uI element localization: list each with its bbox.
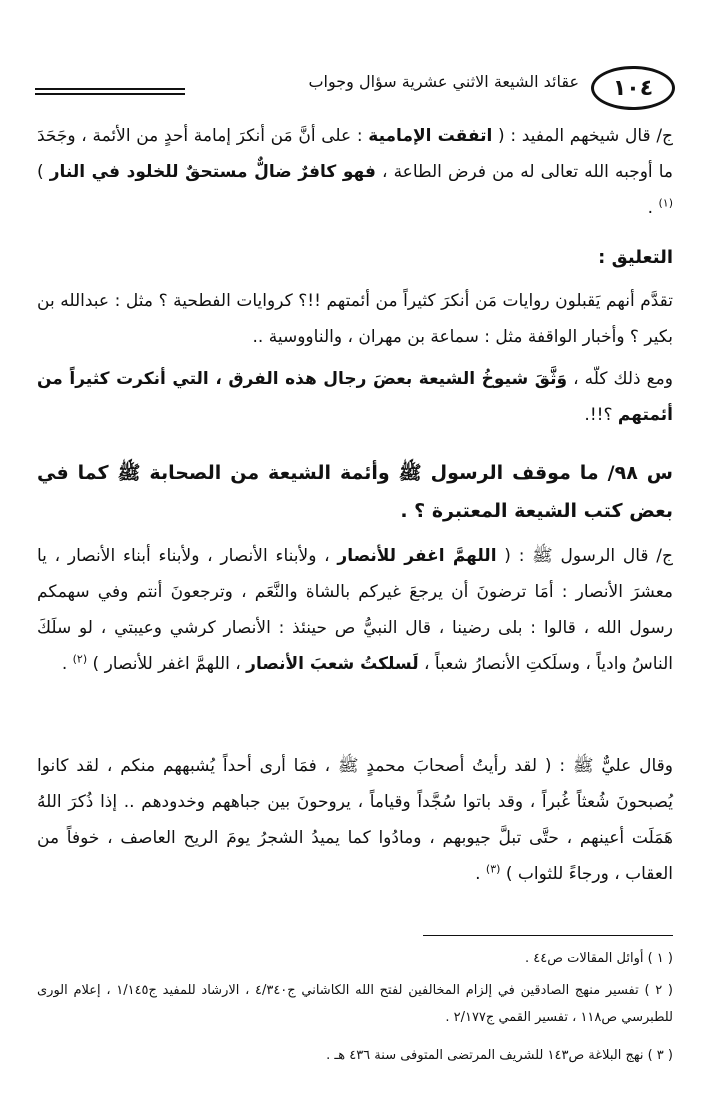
p5-text: وقال عليٌّ ﷺ : ( لقد رأيتُ أصحابَ محمدٍ ﷺ ، فمَا أرى أحداً يُشبههم منكم ، لقد كانوا يُصبحونَ شُعثاً غُبراً ، وقد باتوا سُجَّداً وقياماً ، يروحونَ بين جباههم وخدودهم .. إذا ذُكرَ اللهُ هَمَلَت أعينهم ، حتَّى تبلَّ جيوبهم ، ومادُوا كما يميدُ الشجرُ يومَ الريح العاصف ، خوفاً من العقاب ، ورجاءً للثواب ) <box>37 756 673 884</box>
p1-text-2: : على أنَّ مَن أنكرَ إمامة أحدٍ من الأئمة ، وجَحَدَ ما أوجبه الله تعالى له من فرض الطاعة ، <box>37 126 674 182</box>
paragraph-answer-97 <box>37 118 673 226</box>
p3-bold: وَثَّقَ شيوخُ الشيعة بعضَ رجال هذه الفرق ، التي أنكرت كثيراً من أئمتهم <box>37 369 673 425</box>
p1-text: ج/ قال شيخهم المفيد : ( <box>498 126 674 146</box>
footnote-ref-3: (٣) <box>485 862 501 876</box>
p1-bold-2: فهو كافرٌ ضالٌّ مستحقٌ للخلود في النار <box>49 162 376 182</box>
footnote-separator <box>423 935 673 936</box>
paragraph-ali-quote <box>37 748 673 892</box>
footnote-ref-2: (٢) <box>72 652 88 666</box>
heading-taliq: التعليق : <box>598 247 673 268</box>
page-number: ١٠٤ <box>591 66 675 110</box>
p1-close: ) <box>37 162 44 182</box>
paragraph-taliq-2 <box>37 361 673 433</box>
footnote-3: ( ٣ ) نهج البلاغة ص١٤٣ للشريف المرتضى المتوفى سنة ٤٣٦ هـ . <box>326 1048 673 1063</box>
question-98: س ٩٨/ ما موقف الرسول ﷺ وأئمة الشيعة من الصحابة ﷺ كما في بعض كتب الشيعة المعتبرة ؟ . <box>37 462 673 522</box>
p4-bold-1: اللهمَّ اغفر للأنصار <box>337 546 497 566</box>
p4-bold-2: لَسلكتُ شعبَ الأنصار <box>246 654 419 674</box>
p4-text-2: ، ولأبناء الأنصار ، ولأبناء أبناء الأنصار ، يا معشرَ الأنصار : أمَا ترضونَ أن يرجعَ غيركم بالشاة والنَّعَم ، وترجعونَ أنتم وفي سهمكم رسول الله ، قالوا : بلى رضينا ، قال النبيُّ ص حينئذ : الأنصار كرشي وعيبتي ، لو سلَكَ الناسُ وادياً ، وسلَكتِ الأنصارُ شعباً ، <box>37 546 673 674</box>
p4-text-3: ، اللهمَّ اغفر للأنصار ) <box>92 654 241 674</box>
header-rule <box>35 88 185 95</box>
footnote-1: ( ١ ) أوائل المقالات ص٤٤ . <box>525 951 673 966</box>
running-title: عقائد الشيعة الاثني عشرية سؤال وجواب <box>308 72 579 91</box>
paragraph-answer-98 <box>37 538 673 682</box>
p4-text: ج/ قال الرسول ﷺ : ( <box>504 546 674 566</box>
p5-end: . <box>475 864 481 884</box>
footnote-ref-1: (١) <box>658 196 673 210</box>
p4-end: . <box>61 654 68 674</box>
page-header <box>35 60 675 114</box>
paragraph-taliq-1: تقدَّم أنهم يَقبلون روايات مَن أنكرَ كثيراً من أئمتهم !!؟ كروايات الفطحية ؟ مثل : عبدالله بن بكير ؟ وأخبار الواقفة مثل : سماعة بن مهران ، والناووسية .. <box>37 291 673 347</box>
footnote-2: ( ٢ ) تفسير منهج الصادقين في إلزام المخالفين لفتح الله الكاشاني ج٤/٣٤٠ ، الارشاد للمفيد ج١/١٤٥ ، إعلام الورى للطبرسي ص١١٨ ، تفسير القمي ج٢/١٧٧ . <box>37 983 673 1025</box>
p3-end: ؟!!. <box>584 405 613 425</box>
p1-bold-1: اتفقت الإمامية <box>368 126 493 146</box>
p1-end: . <box>647 198 654 218</box>
p3-text: ومع ذلك كلّه ، <box>573 369 673 389</box>
